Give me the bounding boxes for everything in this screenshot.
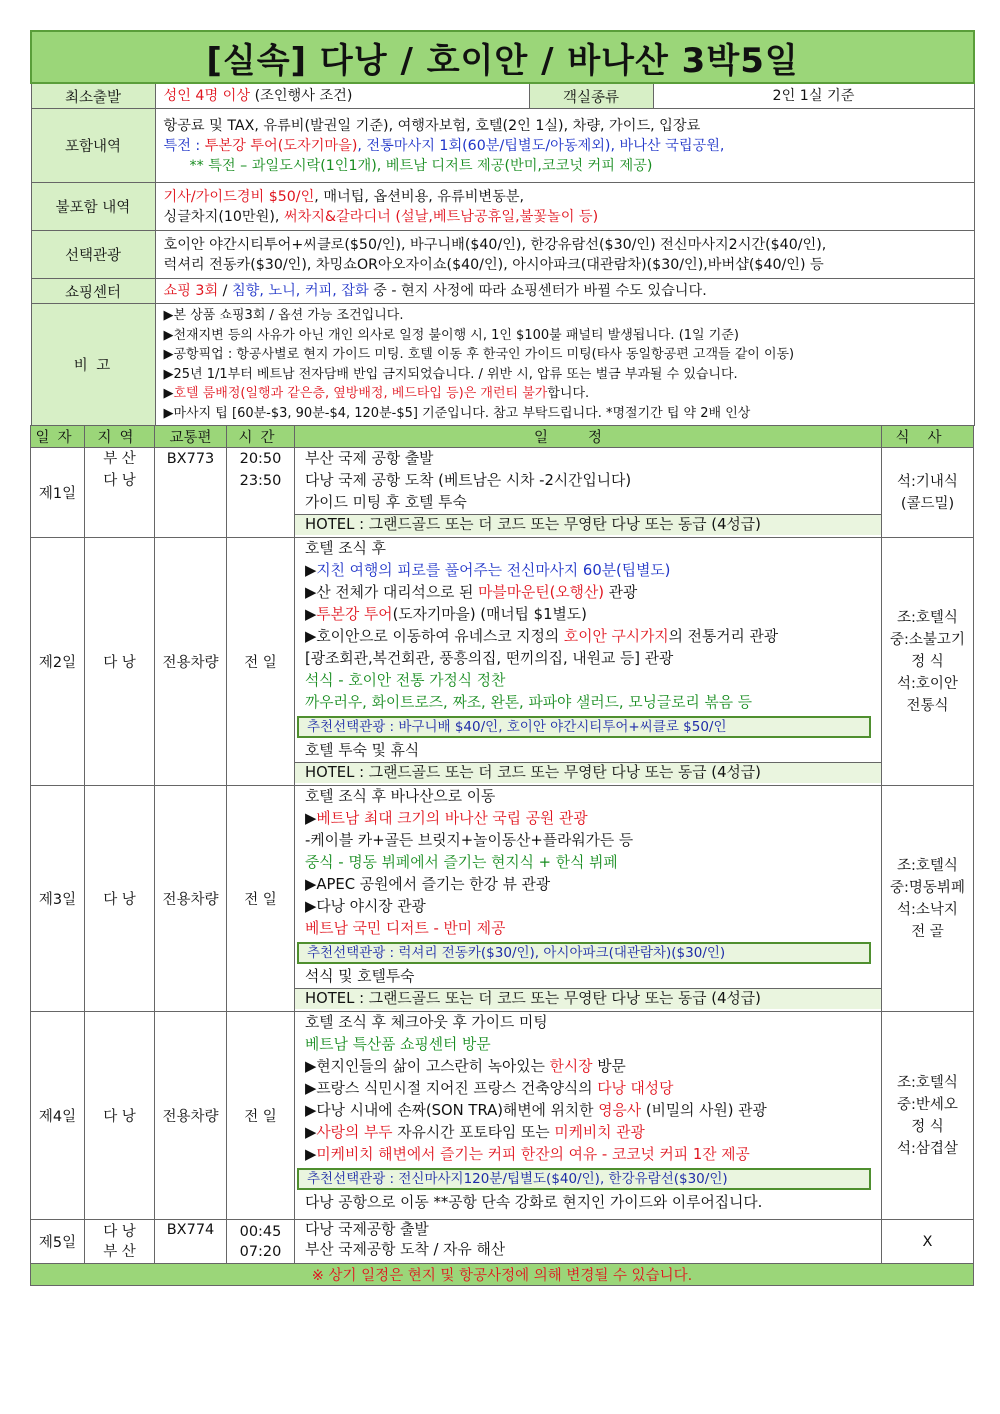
day-schedule	[295, 538, 882, 786]
schedule-line: ▶프랑스 식민시절 지어진 프랑스 건축양식의 다낭 대성당	[305, 1080, 674, 1097]
day-region: 다 낭	[85, 1012, 155, 1220]
schedule-line: 다낭 국제공항 출발	[305, 1221, 429, 1238]
day-time: 전 일	[227, 538, 295, 786]
remark-line: ▶호텔 룸배정(일행과 같은층, 옆방배정, 베드타입 등)은 개런티 불가합니다.	[163, 386, 590, 401]
schedule-line: 호텔 투숙 및 휴식	[305, 742, 420, 759]
excluded-line: 싱글차지(10만원), 써차지&갈라디너 (설날,베트남공휴일,불꽃놀이 등)	[163, 208, 599, 225]
day-row	[31, 538, 974, 786]
included-line: 항공료 및 TAX, 유류비(발권일 기준), 여행자보험, 호텔(2인 1실), 차량, 가이드, 입장료	[163, 117, 701, 134]
day-schedule	[295, 1012, 882, 1220]
page-title: [실속] 다낭 / 호이안 / 바나산 3박5일	[31, 31, 974, 83]
optional-tours-label: 선택관광	[31, 231, 155, 279]
day-transport: BX773	[155, 448, 227, 538]
itinerary-document	[30, 30, 973, 1286]
schedule-line: 호텔 조식 후	[305, 540, 386, 557]
day-label: 제4일	[31, 1012, 85, 1220]
day-schedule	[295, 786, 882, 1012]
hotel-line: HOTEL : 그랜드골드 또는 더 코드 또는 무영탄 다낭 또는 동급 (4성급)	[295, 988, 881, 1009]
included-content	[155, 109, 974, 183]
schedule-line: 가이드 미팅 후 호텔 투숙	[305, 494, 467, 511]
hotel-line: HOTEL : 그랜드골드 또는 더 코드 또는 무영탄 다낭 또는 동급 (4성급)	[295, 514, 881, 535]
shopping-content: 쇼핑 3회 / 침향, 노니, 커피, 잡화 중 - 현지 사정에 따라 쇼핑센터가 바뀔 수도 있습니다.	[155, 279, 974, 304]
day-label: 제1일	[31, 448, 85, 538]
day-schedule	[295, 448, 882, 538]
schedule-table	[30, 425, 974, 1286]
schedule-line: 다낭 국제 공항 도착 (베트남은 시차 -2시간입니다)	[305, 472, 632, 489]
included-line: ** 특전 – 과일도시락(1인1개), 베트남 디저트 제공(반미,코코넛 커피 제공)	[189, 157, 653, 174]
day-time: 전 일	[227, 1012, 295, 1220]
day-transport: BX774	[155, 1220, 227, 1264]
column-header-time: 시간	[227, 426, 295, 448]
day-transport: 전용차량	[155, 538, 227, 786]
day-row	[31, 1220, 974, 1264]
day-time: 20:50 23:50	[227, 448, 295, 538]
schedule-line: ▶호이안으로 이동하여 유네스코 지정의 호이안 구시가지의 전통거리 관광	[305, 628, 779, 645]
min-departure-value: 성인 4명 이상 (조인행사 조건)	[155, 83, 529, 109]
schedule-line: ▶다낭 야시장 관광	[305, 898, 426, 915]
recommended-option-box: 추천선택관광 : 전신마사지120분/팁별도($40/인), 한강유람선($30/인)	[297, 1168, 871, 1190]
remark-line: ▶천재지변 등의 사유가 아닌 개인 의사로 일정 불이행 시, 1인 $100불 패널티 발생됩니다. (1일 기준)	[163, 327, 739, 343]
schedule-line: 다낭 공항으로 이동 **공항 단속 강화로 현지인 가이드와 이루어집니다.	[305, 1194, 763, 1211]
included-line: 특전 : 투본강 투어(도자기마을), 전통마사지 1회(60분/팁별도/아동제외), 바나산 국립공원,	[163, 137, 725, 154]
day-meals: 조:호텔식 중:반세오 정 식 석:삼겹살	[882, 1012, 974, 1220]
day-region: 다 낭 부 산	[85, 1220, 155, 1264]
day-label: 제3일	[31, 786, 85, 1012]
optional-tours-content	[155, 231, 974, 279]
schedule-line: 베트남 특산품 쇼핑센터 방문	[305, 1036, 491, 1053]
optional-line: 호이안 야간시티투어+씨클로($50/인), 바구니배($40/인), 한강유람선($30/인) 전신마사지2시간($40/인),	[163, 236, 827, 253]
schedule-line: 석식 및 호텔투숙	[305, 968, 415, 985]
day-schedule	[295, 1220, 882, 1264]
schedule-line: ▶다낭 시내에 손짜(SON TRA)해변에 위치한 영응사 (비밀의 사원) 관광	[305, 1102, 767, 1119]
remark-line: ▶25년 1/1부터 베트남 전자담배 반입 금지되었습니다. / 위반 시, 압류 또는 벌금 부과될 수 있습니다.	[163, 366, 738, 382]
schedule-line: [광조회관,복건회관, 풍흥의집, 떤끼의집, 내원교 등] 관광	[305, 650, 674, 667]
schedule-line: 중식 - 명동 뷔페에서 즐기는 현지식 + 한식 뷔페	[305, 854, 618, 871]
day-label: 제2일	[31, 538, 85, 786]
day-region: 다 낭	[85, 786, 155, 1012]
summary-table	[30, 30, 975, 426]
schedule-line: 호텔 조식 후 체크아웃 후 가이드 미팅	[305, 1014, 548, 1031]
day-region: 부 산 다 낭	[85, 448, 155, 538]
day-meals: 조:호텔식 중:명동뷔페 석:소낙지 전 골	[882, 786, 974, 1012]
shopping-label: 쇼핑센터	[31, 279, 155, 304]
schedule-line: ▶산 전체가 대리석으로 된 마블마운틴(오행산) 관광	[305, 584, 638, 601]
day-row	[31, 448, 974, 538]
remark-line: ▶공항픽업 : 항공사별로 현지 가이드 미팅. 호텔 이동 후 한국인 가이드 미팅(타사 동일항공편 고객들 같이 이동)	[163, 347, 795, 362]
recommended-option-box: 추천선택관광 : 바구니배 $40/인, 호이안 야간시티투어+씨클로 $50/인	[297, 716, 871, 738]
remark-line: ▶마사지 팁 [60분-$3, 90분-$4, 120분-$5] 기준입니다. 참고 부탁드립니다. *명절기간 팁 약 2배 인상	[163, 405, 751, 421]
remark-line: ▶본 상품 쇼핑3회 / 옵션 가능 조건입니다.	[163, 308, 404, 323]
included-label: 포함내역	[31, 109, 155, 183]
room-type-label: 객실종류	[529, 83, 653, 109]
remarks-label: 비 고	[31, 304, 155, 426]
column-header-region: 지역	[85, 426, 155, 448]
day-time: 전 일	[227, 786, 295, 1012]
schedule-line: ▶지친 여행의 피로를 풀어주는 전신마사지 60분(팁별도)	[305, 562, 671, 579]
day-transport: 전용차량	[155, 1012, 227, 1220]
remarks-content	[155, 304, 974, 426]
day-row	[31, 1012, 974, 1220]
column-header-transport: 교통편	[155, 426, 227, 448]
schedule-line: 베트남 국민 디저트 - 반미 제공	[305, 920, 506, 937]
schedule-line: 까우러우, 화이트로즈, 짜조, 완톤, 파파야 샐러드, 모닝글로리 볶음 등	[305, 694, 753, 711]
day-meals: 석:기내식 (콜드밀)	[882, 448, 974, 538]
schedule-line: 부산 국제 공항 출발	[305, 450, 434, 467]
day-meals: X	[882, 1220, 974, 1264]
day-row	[31, 786, 974, 1012]
column-header-day: 일자	[31, 426, 85, 448]
schedule-line: ▶베트남 최대 크기의 바나산 국립 공원 관광	[305, 810, 588, 827]
schedule-line: ▶현지인들의 삶이 고스란히 녹아있는 한시장 방문	[305, 1058, 626, 1075]
recommended-option-box: 추천선택관광 : 럭셔리 전동카($30/인), 아시아파크(대관람차)($30/인)	[297, 942, 871, 964]
schedule-line: ▶APEC 공원에서 즐기는 한강 뷰 관광	[305, 876, 551, 893]
room-type-value: 2인 1실 기준	[653, 83, 974, 109]
excluded-label: 불포함 내역	[31, 183, 155, 231]
excluded-line: 기사/가이드경비 $50/인, 매너팁, 옵션비용, 유류비변동분,	[163, 188, 525, 205]
schedule-line: 석식 - 호이안 전통 가정식 정찬	[305, 672, 506, 689]
schedule-line: ▶미케비치 해변에서 즐기는 커피 한잔의 여유 - 코코넛 커피 1잔 제공	[305, 1146, 750, 1163]
optional-line: 럭셔리 전동카($30/인), 차밍쇼OR아오자이쇼($40/인), 아시아파크(대관람차)($30/인),바버샵($40/인) 등	[163, 256, 824, 273]
schedule-line: 부산 국제공항 도착 / 자유 해산	[305, 1241, 506, 1258]
schedule-line: -케이블 카+골든 브릿지+놀이동산+플라워가든 등	[305, 832, 634, 849]
day-region: 다 낭	[85, 538, 155, 786]
footer-notice: ※ 상기 일정은 현지 및 항공사정에 의해 변경될 수 있습니다.	[31, 1264, 974, 1286]
day-label: 제5일	[31, 1220, 85, 1264]
schedule-header-row	[31, 426, 974, 448]
column-header-meal: 식사	[882, 426, 974, 448]
day-meals: 조:호텔식 중:소불고기 정 식 석:호이안 전통식	[882, 538, 974, 786]
day-time: 00:45 07:20	[227, 1220, 295, 1264]
hotel-line: HOTEL : 그랜드골드 또는 더 코드 또는 무영탄 다낭 또는 동급 (4성급)	[295, 762, 881, 783]
min-departure-label: 최소출발	[31, 83, 155, 109]
column-header-schedule: 일정	[295, 426, 882, 448]
schedule-line: 호텔 조식 후 바나산으로 이동	[305, 788, 496, 805]
day-transport: 전용차량	[155, 786, 227, 1012]
schedule-line: ▶투본강 투어(도자기마을) (매너팁 $1별도)	[305, 606, 587, 623]
schedule-line: ▶사랑의 부두 자유시간 포토타임 또는 미케비치 관광	[305, 1124, 645, 1141]
excluded-content	[155, 183, 974, 231]
